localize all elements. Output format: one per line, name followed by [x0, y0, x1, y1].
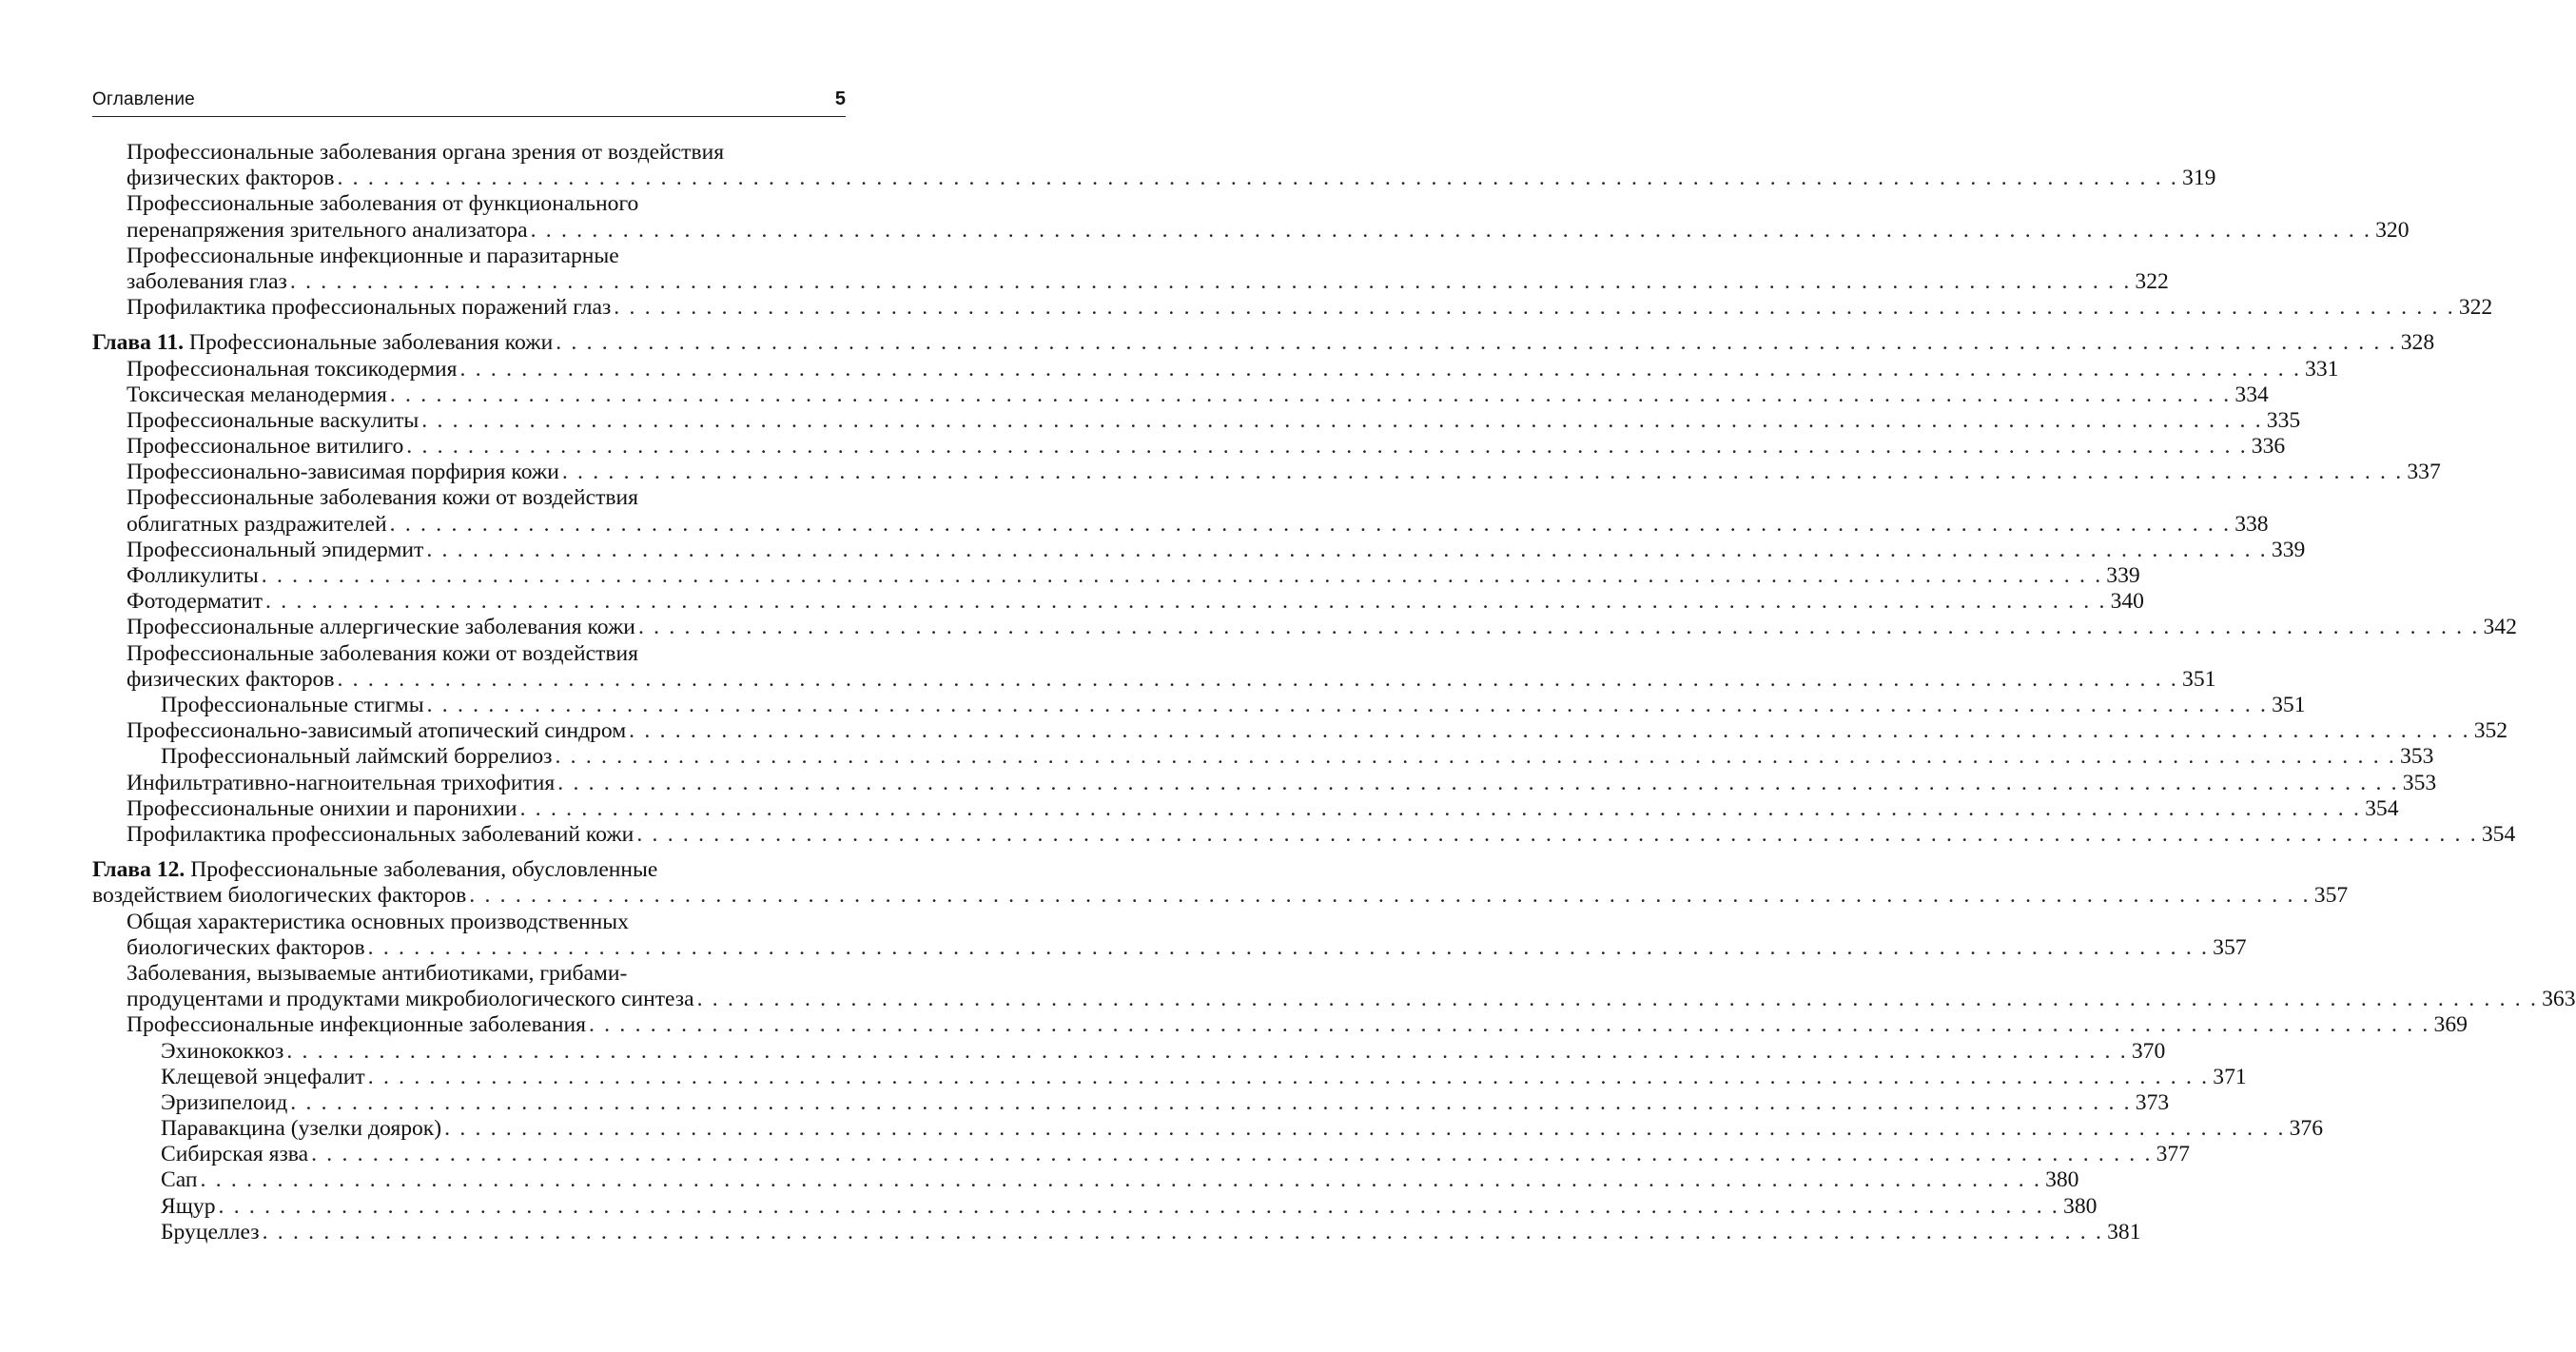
toc-page-number: 328 [2400, 330, 2435, 356]
toc-page-number: 319 [2182, 166, 2216, 191]
toc-page-number: 380 [2063, 1193, 2098, 1219]
dot-leader: . . . . . . . . . . . . . . . . . . . . . . . . . . . . . . . . . . . . . . . . . . . . . . . . . . . . . . . . . . . . . . . . . . . . . . . . . . . . . . . . . . . . . . . . . . . . . . . . . . . . . . . . . . . . . . . . . . . . . . . . [389, 511, 2232, 537]
toc-entry-title [127, 295, 611, 321]
page-number: 5 [834, 88, 846, 109]
toc-entry-title [92, 883, 466, 909]
toc-page-number: 331 [2305, 356, 2339, 382]
dot-leader: . . . . . . . . . . . . . . . . . . . . . . . . . . . . . . . . . . . . . . . . . . . . . . . . . . . . . . . . . . . . . . . . . . . . . . . . . . . . . . . . . . . . . . . . . . . . . . . . . . . . . . . . . . . . . . . . . . . . . . . . [555, 744, 2396, 770]
toc-entry-title [127, 460, 559, 485]
dot-leader: . . . . . . . . . . . . . . . . . . . . . . . . . . . . . . . . . . . . . . . . . . . . . . . . . . . . . . . . . . . . . . . . . . . . . . . . . . . . . . . . . . . . . . . . . . . . . . . . . . . . . . . . . . . . . . . . . . . . . . . . [367, 934, 2210, 960]
toc-entry-text: биологических факторов [127, 934, 365, 960]
dot-leader: . . . . . . . . . . . . . . . . . . . . . . . . . . . . . . . . . . . . . . . . . . . . . . . . . . . . . . . . . . . . . . . . . . . . . . . . . . . . . . . . . . . . . . . . . . . . . . . . . . . . . . . . . . . . . . . . . . . . . . . . [286, 1038, 2128, 1064]
toc-entry-text: Токсическая меланодермия [127, 382, 387, 407]
toc-entry-text: Паравакцина (узелки доярок) [161, 1116, 442, 1142]
toc-entry-text: Инфильтративно-нагноительная трихофития [127, 770, 556, 795]
chapter-label: Глава 12. [92, 857, 185, 883]
toc-entry [161, 1089, 2170, 1116]
toc-entry [127, 537, 2306, 563]
toc-page-number: 376 [2289, 1116, 2324, 1142]
toc-page-number: 369 [2433, 1012, 2468, 1038]
toc-page-number: 336 [2251, 434, 2286, 460]
toc-entry-title [161, 1167, 198, 1193]
toc-page-number: 373 [2135, 1089, 2170, 1115]
dot-leader: . . . . . . . . . . . . . . . . . . . . . . . . . . . . . . . . . . . . . . . . . . . . . . . . . . . . . . . . . . . . . . . . . . . . . . . . . . . . . . . . . . . . . . . . . . . . . . . . . . . . . . . . . . . . . . . . . . . . . . . . [556, 330, 2397, 356]
toc-entry-text: Профилактика профессиональных поражений глаз [127, 295, 612, 321]
toc-entry [161, 1038, 2166, 1065]
dot-leader: . . . . . . . . . . . . . . . . . . . . . . . . . . . . . . . . . . . . . . . . . . . . . . . . . . . . . . . . . . . . . . . . . . . . . . . . . . . . . . . . . . . . . . . . . . . . . . . . . . . . . . . . . . . . . . . . . . . . . . . . [530, 217, 2372, 243]
toc-entry-title-line [127, 191, 846, 217]
toc-page-number: 353 [2402, 770, 2437, 795]
toc-page-number: 338 [2234, 511, 2269, 537]
toc-page-number: 320 [2375, 217, 2410, 243]
toc-page-number: 353 [2400, 744, 2434, 770]
toc-entry-text: Профессиональные стигмы [161, 693, 424, 718]
toc-entry [127, 191, 2410, 243]
toc-page-number: 377 [2156, 1142, 2190, 1167]
toc-page-number: 357 [2213, 934, 2247, 960]
toc-entry [161, 744, 2434, 770]
toc-page-number: 371 [2213, 1064, 2247, 1089]
toc-entry [161, 1116, 2324, 1142]
toc-entry-title-part: Профессиональные заболевания, обусловленные [190, 857, 658, 883]
dot-leader: . . . . . . . . . . . . . . . . . . . . . . . . . . . . . . . . . . . . . . . . . . . . . . . . . . . . . . . . . . . . . . . . . . . . . . . . . . . . . . . . . . . . . . . . . . . . . . . . . . . . . . . . . . . . . . . . . . . . . . . . [629, 718, 2470, 744]
dot-leader: . . . . . . . . . . . . . . . . . . . . . . . . . . . . . . . . . . . . . . . . . . . . . . . . . . . . . . . . . . . . . . . . . . . . . . . . . . . . . . . . . . . . . . . . . . . . . . . . . . . . . . . . . . . . . . . . . . . . . . . . [389, 382, 2232, 407]
toc-entry [127, 795, 2399, 822]
dot-leader: . . . . . . . . . . . . . . . . . . . . . . . . . . . . . . . . . . . . . . . . . . . . . . . . . . . . . . . . . . . . . . . . . . . . . . . . . . . . . . . . . . . . . . . . . . . . . . . . . . . . . . . . . . . . . . . . . . . . . . . . [337, 166, 2179, 191]
toc-entry [127, 615, 2517, 640]
dot-leader: . . . . . . . . . . . . . . . . . . . . . . . . . . . . . . . . . . . . . . . . . . . . . . . . . . . . . . . . . . . . . . . . . . . . . . . . . . . . . . . . . . . . . . . . . . . . . . . . . . . . . . . . . . . . . . . . . . . . . . . . [557, 770, 2399, 795]
dot-leader: . . . . . . . . . . . . . . . . . . . . . . . . . . . . . . . . . . . . . . . . . . . . . . . . . . . . . . . . . . . . . . . . . . . . . . . . . . . . . . . . . . . . . . . . . . . . . . . . . . . . . . . . . . . . . . . . . . . . . . . . [262, 1219, 2104, 1244]
toc-page-number: 357 [2313, 883, 2349, 909]
toc-entry-title [127, 382, 387, 408]
toc-entry [127, 770, 2437, 796]
dot-leader: . . . . . . . . . . . . . . . . . . . . . . . . . . . . . . . . . . . . . . . . . . . . . . . . . . . . . . . . . . . . . . . . . . . . . . . . . . . . . . . . . . . . . . . . . . . . . . . . . . . . . . . . . . . . . . . . . . . . . . . . [637, 615, 2480, 640]
toc-entry [127, 295, 2493, 321]
dot-leader: . . . . . . . . . . . . . . . . . . . . . . . . . . . . . . . . . . . . . . . . . . . . . . . . . . . . . . . . . . . . . . . . . . . . . . . . . . . . . . . . . . . . . . . . . . . . . . . . . . . . . . . . . . . . . . . . . . . . . . . . [696, 987, 2539, 1012]
dot-leader: . . . . . . . . . . . . . . . . . . . . . . . . . . . . . . . . . . . . . . . . . . . . . . . . . . . . . . . . . . . . . . . . . . . . . . . . . . . . . . . . . . . . . . . . . . . . . . . . . . . . . . . . . . . . . . . . . . . . . . . . [367, 1064, 2210, 1089]
toc-entry-title [161, 1090, 287, 1116]
toc-entry-title [127, 408, 419, 434]
toc-entry-title [127, 218, 528, 244]
toc-entry-text: облигатных раздражителей [127, 511, 387, 537]
toc-entry-title [127, 615, 635, 640]
dot-leader: . . . . . . . . . . . . . . . . . . . . . . . . . . . . . . . . . . . . . . . . . . . . . . . . . . . . . . . . . . . . . . . . . . . . . . . . . . . . . . . . . . . . . . . . . . . . . . . . . . . . . . . . . . . . . . . . . . . . . . . . [426, 537, 2268, 562]
toc-entry-title [127, 563, 259, 589]
toc-entry-text: продуцентами и продуктами микробиологического синтеза [127, 987, 694, 1012]
toc-entry-text: Профессиональный лаймский боррелиоз [161, 744, 553, 770]
toc-entry-title [127, 935, 365, 961]
toc-entry-title [161, 1194, 216, 1220]
toc-entry-title [127, 822, 634, 848]
toc-entry-text: Фолликулиты [127, 563, 259, 589]
toc-entry-title-part: Заболевания, вызываемые антибиотиками, грибами- [127, 960, 628, 986]
toc-entry-title-line [127, 485, 846, 511]
toc-entry-title-part: Общая характеристика основных производственных [127, 909, 629, 934]
toc-entry-text: Профессионально-зависимый атопический синдром [127, 718, 627, 744]
toc-entry-text: Профессиональные онихии и паронихии [127, 795, 517, 821]
toc-page-number: 335 [2266, 407, 2301, 433]
toc-page-number: 351 [2182, 666, 2216, 692]
toc-entry-title-line [127, 244, 846, 269]
toc-entry-text: Профессиональные васкулиты [127, 407, 420, 433]
toc-entry [161, 1219, 2141, 1245]
toc-page-number: 322 [2458, 295, 2493, 321]
toc-entry-text: Профессиональное витилиго [127, 434, 404, 460]
toc-chapter-entry [92, 857, 2349, 909]
toc-entry-title [127, 538, 423, 563]
toc-entry-title [127, 796, 517, 822]
toc-entry-title-line [127, 140, 846, 166]
toc-entry-title [127, 718, 626, 744]
toc-entry-title [127, 269, 287, 295]
dot-leader: . . . . . . . . . . . . . . . . . . . . . . . . . . . . . . . . . . . . . . . . . . . . . . . . . . . . . . . . . . . . . . . . . . . . . . . . . . . . . . . . . . . . . . . . . . . . . . . . . . . . . . . . . . . . . . . . . . . . . . . . [265, 589, 2107, 615]
toc-entry [127, 407, 2301, 434]
toc-chapter-entry [92, 330, 2435, 356]
toc-entry [127, 485, 2269, 537]
toc-entry [127, 243, 2169, 295]
toc-entry-text: Сибирская язва [161, 1142, 309, 1167]
dot-leader: . . . . . . . . . . . . . . . . . . . . . . . . . . . . . . . . . . . . . . . . . . . . . . . . . . . . . . . . . . . . . . . . . . . . . . . . . . . . . . . . . . . . . . . . . . . . . . . . . . . . . . . . . . . . . . . . . . . . . . . . [459, 356, 2302, 382]
toc-entry-title [161, 744, 552, 770]
toc-entry-text: воздействием биологических факторов [92, 883, 467, 909]
dot-leader: . . . . . . . . . . . . . . . . . . . . . . . . . . . . . . . . . . . . . . . . . . . . . . . . . . . . . . . . . . . . . . . . . . . . . . . . . . . . . . . . . . . . . . . . . . . . . . . . . . . . . . . . . . . . . . . . . . . . . . . . [421, 407, 2263, 433]
toc-entry-title [127, 357, 458, 382]
table-of-contents [92, 140, 2576, 1245]
toc-page-number: 354 [2365, 795, 2399, 821]
dot-leader: . . . . . . . . . . . . . . . . . . . . . . . . . . . . . . . . . . . . . . . . . . . . . . . . . . . . . . . . . . . . . . . . . . . . . . . . . . . . . . . . . . . . . . . . . . . . . . . . . . . . . . . . . . . . . . . . . . . . . . . . [337, 666, 2179, 692]
toc-page-number: 352 [2473, 718, 2508, 744]
toc-entry [127, 382, 2269, 408]
toc-entry [127, 563, 2140, 589]
toc-entry [127, 140, 2216, 191]
toc-page-number: 339 [2106, 563, 2140, 589]
toc-entry-text: Профессиональные заболевания кожи [188, 330, 554, 356]
dot-leader: . . . . . . . . . . . . . . . . . . . . . . . . . . . . . . . . . . . . . . . . . . . . . . . . . . . . . . . . . . . . . . . . . . . . . . . . . . . . . . . . . . . . . . . . . . . . . . . . . . . . . . . . . . . . . . . . . . . . . . . . [406, 434, 2248, 460]
toc-page-number: 351 [2272, 693, 2306, 718]
toc-page-number: 380 [2045, 1167, 2079, 1193]
toc-entry-title [127, 166, 334, 191]
toc-entry-title-part: Профессиональные заболевания кожи от воздействия [127, 640, 639, 666]
toc-entry-text: Ящур [161, 1193, 216, 1219]
toc-entry-title [127, 589, 263, 615]
chapter-label: Глава 11. [92, 330, 185, 356]
toc-entry-text: Профессиональные аллергические заболевания кожи [127, 615, 635, 640]
toc-entry-title [127, 512, 387, 538]
toc-entry-title-part: Профессиональные инфекционные и паразитарные [127, 243, 619, 268]
toc-entry-text: физических факторов [127, 166, 335, 191]
toc-entry [161, 693, 2306, 718]
toc-entry [127, 718, 2508, 744]
toc-entry-text: Бруцеллез [161, 1219, 260, 1244]
toc-entry-title-line [127, 961, 846, 987]
toc-entry [127, 460, 2441, 485]
toc-entry-title-part: Профессиональные заболевания от функционального [127, 191, 639, 217]
toc-page-number: 340 [2110, 589, 2144, 615]
toc-entry [127, 356, 2339, 382]
toc-entry-text: перенапряжения зрительного анализатора [127, 217, 528, 243]
dot-leader: . . . . . . . . . . . . . . . . . . . . . . . . . . . . . . . . . . . . . . . . . . . . . . . . . . . . . . . . . . . . . . . . . . . . . . . . . . . . . . . . . . . . . . . . . . . . . . . . . . . . . . . . . . . . . . . . . . . . . . . . [469, 883, 2311, 909]
dot-leader: . . . . . . . . . . . . . . . . . . . . . . . . . . . . . . . . . . . . . . . . . . . . . . . . . . . . . . . . . . . . . . . . . . . . . . . . . . . . . . . . . . . . . . . . . . . . . . . . . . . . . . . . . . . . . . . . . . . . . . . . [614, 295, 2455, 321]
dot-leader: . . . . . . . . . . . . . . . . . . . . . . . . . . . . . . . . . . . . . . . . . . . . . . . . . . . . . . . . . . . . . . . . . . . . . . . . . . . . . . . . . . . . . . . . . . . . . . . . . . . . . . . . . . . . . . . . . . . . . . . . [261, 563, 2103, 589]
toc-page-number: 342 [2483, 615, 2517, 640]
toc-page-number: 370 [2131, 1038, 2166, 1064]
toc-entry [127, 909, 2247, 961]
toc-entry [161, 1193, 2098, 1220]
toc-entry [127, 821, 2516, 848]
toc-entry-title [161, 1142, 308, 1167]
toc-entry-text: заболевания глаз [127, 268, 287, 294]
dot-leader: . . . . . . . . . . . . . . . . . . . . . . . . . . . . . . . . . . . . . . . . . . . . . . . . . . . . . . . . . . . . . . . . . . . . . . . . . . . . . . . . . . . . . . . . . . . . . . . . . . . . . . . . . . . . . . . . . . . . . . . . [426, 693, 2269, 718]
toc-page-number: 322 [2135, 268, 2169, 294]
toc-entry-title [161, 693, 424, 718]
toc-entry [161, 1064, 2247, 1090]
toc-entry-text: Фотодерматит [127, 589, 263, 615]
toc-entry-text: Профессиональные инфекционные заболевания [127, 1012, 586, 1038]
toc-entry-title-part: Профессиональные заболевания органа зрения от воздействия [127, 140, 725, 165]
toc-page-number: 354 [2481, 821, 2516, 847]
toc-entry-text: физических факторов [127, 666, 335, 692]
dot-leader: . . . . . . . . . . . . . . . . . . . . . . . . . . . . . . . . . . . . . . . . . . . . . . . . . . . . . . . . . . . . . . . . . . . . . . . . . . . . . . . . . . . . . . . . . . . . . . . . . . . . . . . . . . . . . . . . . . . . . . . . [636, 821, 2478, 847]
toc-entry [161, 1142, 2190, 1167]
toc-entry-title [161, 1116, 441, 1142]
toc-entry-title [161, 1065, 365, 1090]
toc-entry-title [127, 771, 555, 796]
header-title: Оглавление [92, 89, 195, 109]
toc-entry-title [127, 434, 403, 460]
toc-entry-title-line [127, 641, 846, 667]
toc-entry-text: Профилактика профессиональных заболеваний кожи [127, 821, 634, 847]
toc-entry [127, 640, 2216, 693]
toc-page-number: 363 [2542, 987, 2576, 1012]
toc-entry-title-part: Профессиональные заболевания кожи от воздействия [127, 485, 639, 511]
dot-leader: . . . . . . . . . . . . . . . . . . . . . . . . . . . . . . . . . . . . . . . . . . . . . . . . . . . . . . . . . . . . . . . . . . . . . . . . . . . . . . . . . . . . . . . . . . . . . . . . . . . . . . . . . . . . . . . . . . . . . . . . [311, 1142, 2153, 1167]
toc-entry [127, 1012, 2468, 1038]
toc-entry-text: Профессионально-зависимая порфирия кожи [127, 460, 559, 485]
toc-entry-text: Эхинококкоз [161, 1038, 284, 1064]
dot-leader: . . . . . . . . . . . . . . . . . . . . . . . . . . . . . . . . . . . . . . . . . . . . . . . . . . . . . . . . . . . . . . . . . . . . . . . . . . . . . . . . . . . . . . . . . . . . . . . . . . . . . . . . . . . . . . . . . . . . . . . . [218, 1193, 2060, 1219]
toc-page-number: 334 [2234, 382, 2269, 407]
dot-leader: . . . . . . . . . . . . . . . . . . . . . . . . . . . . . . . . . . . . . . . . . . . . . . . . . . . . . . . . . . . . . . . . . . . . . . . . . . . . . . . . . . . . . . . . . . . . . . . . . . . . . . . . . . . . . . . . . . . . . . . . [519, 795, 2362, 821]
toc-entry-text: Профессиональный эпидермит [127, 537, 424, 562]
dot-leader: . . . . . . . . . . . . . . . . . . . . . . . . . . . . . . . . . . . . . . . . . . . . . . . . . . . . . . . . . . . . . . . . . . . . . . . . . . . . . . . . . . . . . . . . . . . . . . . . . . . . . . . . . . . . . . . . . . . . . . . . [561, 460, 2404, 485]
toc-entry [161, 1167, 2079, 1193]
dot-leader: . . . . . . . . . . . . . . . . . . . . . . . . . . . . . . . . . . . . . . . . . . . . . . . . . . . . . . . . . . . . . . . . . . . . . . . . . . . . . . . . . . . . . . . . . . . . . . . . . . . . . . . . . . . . . . . . . . . . . . . . [588, 1012, 2430, 1038]
toc-page-number: 381 [2107, 1219, 2141, 1244]
toc-entry-text: Эризипелоид [161, 1089, 288, 1115]
toc-entry-title [127, 987, 694, 1012]
toc-entry-title [161, 1039, 283, 1065]
dot-leader: . . . . . . . . . . . . . . . . . . . . . . . . . . . . . . . . . . . . . . . . . . . . . . . . . . . . . . . . . . . . . . . . . . . . . . . . . . . . . . . . . . . . . . . . . . . . . . . . . . . . . . . . . . . . . . . . . . . . . . . . [289, 268, 2132, 294]
toc-entry [127, 589, 2144, 615]
dot-leader: . . . . . . . . . . . . . . . . . . . . . . . . . . . . . . . . . . . . . . . . . . . . . . . . . . . . . . . . . . . . . . . . . . . . . . . . . . . . . . . . . . . . . . . . . . . . . . . . . . . . . . . . . . . . . . . . . . . . . . . . [290, 1089, 2132, 1115]
toc-entry [127, 434, 2286, 460]
toc-entry-title-line [92, 857, 846, 883]
dot-leader: . . . . . . . . . . . . . . . . . . . . . . . . . . . . . . . . . . . . . . . . . . . . . . . . . . . . . . . . . . . . . . . . . . . . . . . . . . . . . . . . . . . . . . . . . . . . . . . . . . . . . . . . . . . . . . . . . . . . . . . . [200, 1167, 2042, 1193]
toc-entry-title [127, 667, 334, 693]
toc-page-number: 339 [2271, 537, 2306, 562]
running-header [92, 84, 846, 117]
toc-entry-title [127, 1012, 586, 1038]
toc-entry [127, 960, 2576, 1012]
toc-entry-title [161, 1220, 260, 1245]
toc-entry-text: Сап [161, 1167, 198, 1193]
toc-entry-text: Профессиональная токсикодермия [127, 356, 458, 382]
toc-entry-title [92, 330, 553, 356]
toc-entry-text: Клещевой энцефалит [161, 1064, 365, 1089]
dot-leader: . . . . . . . . . . . . . . . . . . . . . . . . . . . . . . . . . . . . . . . . . . . . . . . . . . . . . . . . . . . . . . . . . . . . . . . . . . . . . . . . . . . . . . . . . . . . . . . . . . . . . . . . . . . . . . . . . . . . . . . . [444, 1116, 2286, 1142]
toc-entry-title-line [127, 910, 846, 935]
toc-page-number: 337 [2407, 460, 2441, 485]
